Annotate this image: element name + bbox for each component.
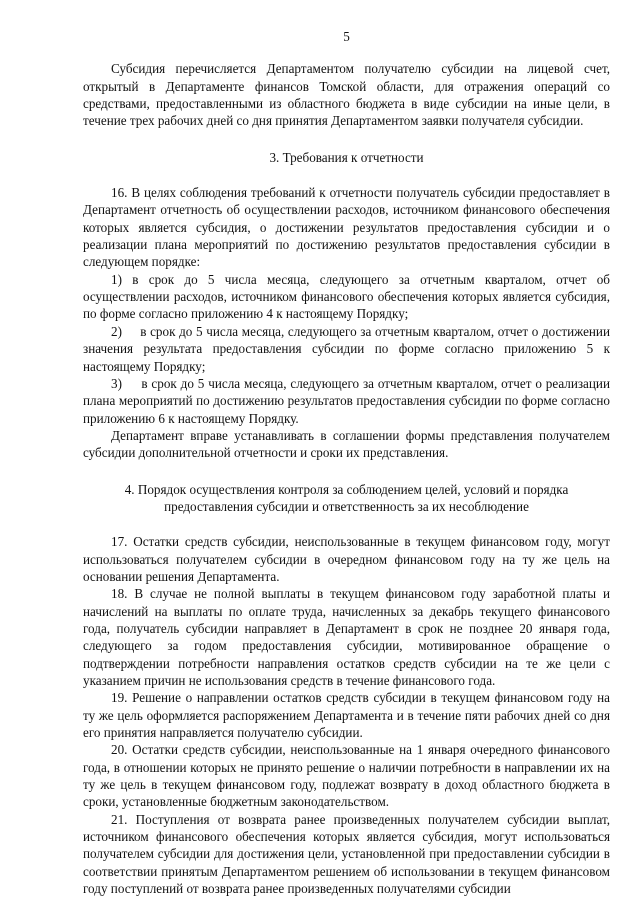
- page-number: 5: [343, 29, 350, 44]
- section-3: [83, 149, 614, 462]
- paragraph-20: 20. Остатки средств субсидии, неиспользованные на 1 января очередного финансового года, в отношении которых не принято решение о наличии потребности в направлении их на ту же цель в текущем финансовом году, подлежат возврату в доход областного бюджета в сроки, установленные бюджетным законодательством.: [83, 742, 610, 810]
- list-item-1: 1) в срок до 5 числа месяца, следующего за отчетным кварталом, отчет об осуществлении расходов, источником финансового обеспечения которых является субсидия, по форме согласно приложению 4 к настоящему Порядку;: [83, 271, 610, 322]
- list-item-3: 3) в срок до 5 числа месяца, следующего за отчетным кварталом, отчет о реализации плана мероприятий по достижению результатов предоставления субсидии по форме согласно приложению 6 к настоящему Порядку.: [83, 375, 614, 426]
- section-4: [83, 481, 610, 898]
- list-item-2: 2) в срок до 5 числа месяца, следующего за отчетным кварталом, отчет о достижении значения результата предоставления субсидии по форме согласно приложению 5 к настоящему Порядку;: [83, 323, 614, 374]
- paragraph-16: 16. В целях соблюдения требований к отчетности получатель субсидии предоставляет в Департамент отчетность об осуществлении расходов, источником финансового обеспечения которых является субсидия, о достижении результатов предоставления субсидии и о реализации плана мероприятий по достижению результатов предоставления субсидии в следующем порядке:: [83, 185, 610, 270]
- department-paragraph: Департамент вправе устанавливать в соглашении формы представления получателем субсидии дополнительной отчетности и сроки их представления.: [83, 427, 610, 461]
- paragraph-18: 18. В случае не полной выплаты в текущем финансовом году заработной платы и начислений на выплаты по оплате труда, начисленных за декабрь текущего финансового года, получатель субсидии направляет в Департамент в срок не позднее 20 января года, следующего за годом предоставления субсидии, мотивированное обращение о подтверждении потребности направления остатков средств субсидии на те же цели с указанием причин не использования средств в течение финансового года.: [83, 586, 610, 688]
- paragraph-19: 19. Решение о направлении остатков средств субсидии в текущем финансовом году на ту же цель оформляется распоряжением Департамента и в течение пяти рабочих дней со дня его принятия направляется получателю субсидии.: [83, 690, 610, 741]
- paragraph-17: 17. Остатки средств субсидии, неиспользованные в текущем финансовом году, могут использоваться получателем субсидии в очередном финансовом году на ту же цель на основании решения Департамента.: [83, 534, 610, 584]
- section-4-heading-line-1: 4. Порядок осуществления контроля за соблюдением целей, условий и порядка: [124, 481, 569, 497]
- document-page: [83, 28, 614, 897]
- section-3-heading: 3. Требования к отчетности: [269, 149, 424, 165]
- section-4-heading-line-2: предоставления субсидии и ответственность за их несоблюдение: [164, 498, 529, 514]
- intro-paragraph: Субсидия перечисляется Департаментом получателю субсидии на лицевой счет, открытый в Департаменте финансов Томской области, для отражения операций со средствами, предоставленными из областного бюджета в виде субсидии на иные цели, в течение трех рабочих дней со дня принятия Департаментом заявки получателя субсидии.: [83, 61, 610, 129]
- paragraph-21: 21. Поступления от возврата ранее произведенных получателем субсидии выплат, источником финансового обеспечения которых является субсидия, могут использоваться получателем субсидии для достижения цели, установленной при предоставлении субсидии в соответствии принятым Департаментом решением об использовании в текущем финансовом году поступлений от возврата ранее произведенных получателями субсидии: [83, 811, 610, 897]
